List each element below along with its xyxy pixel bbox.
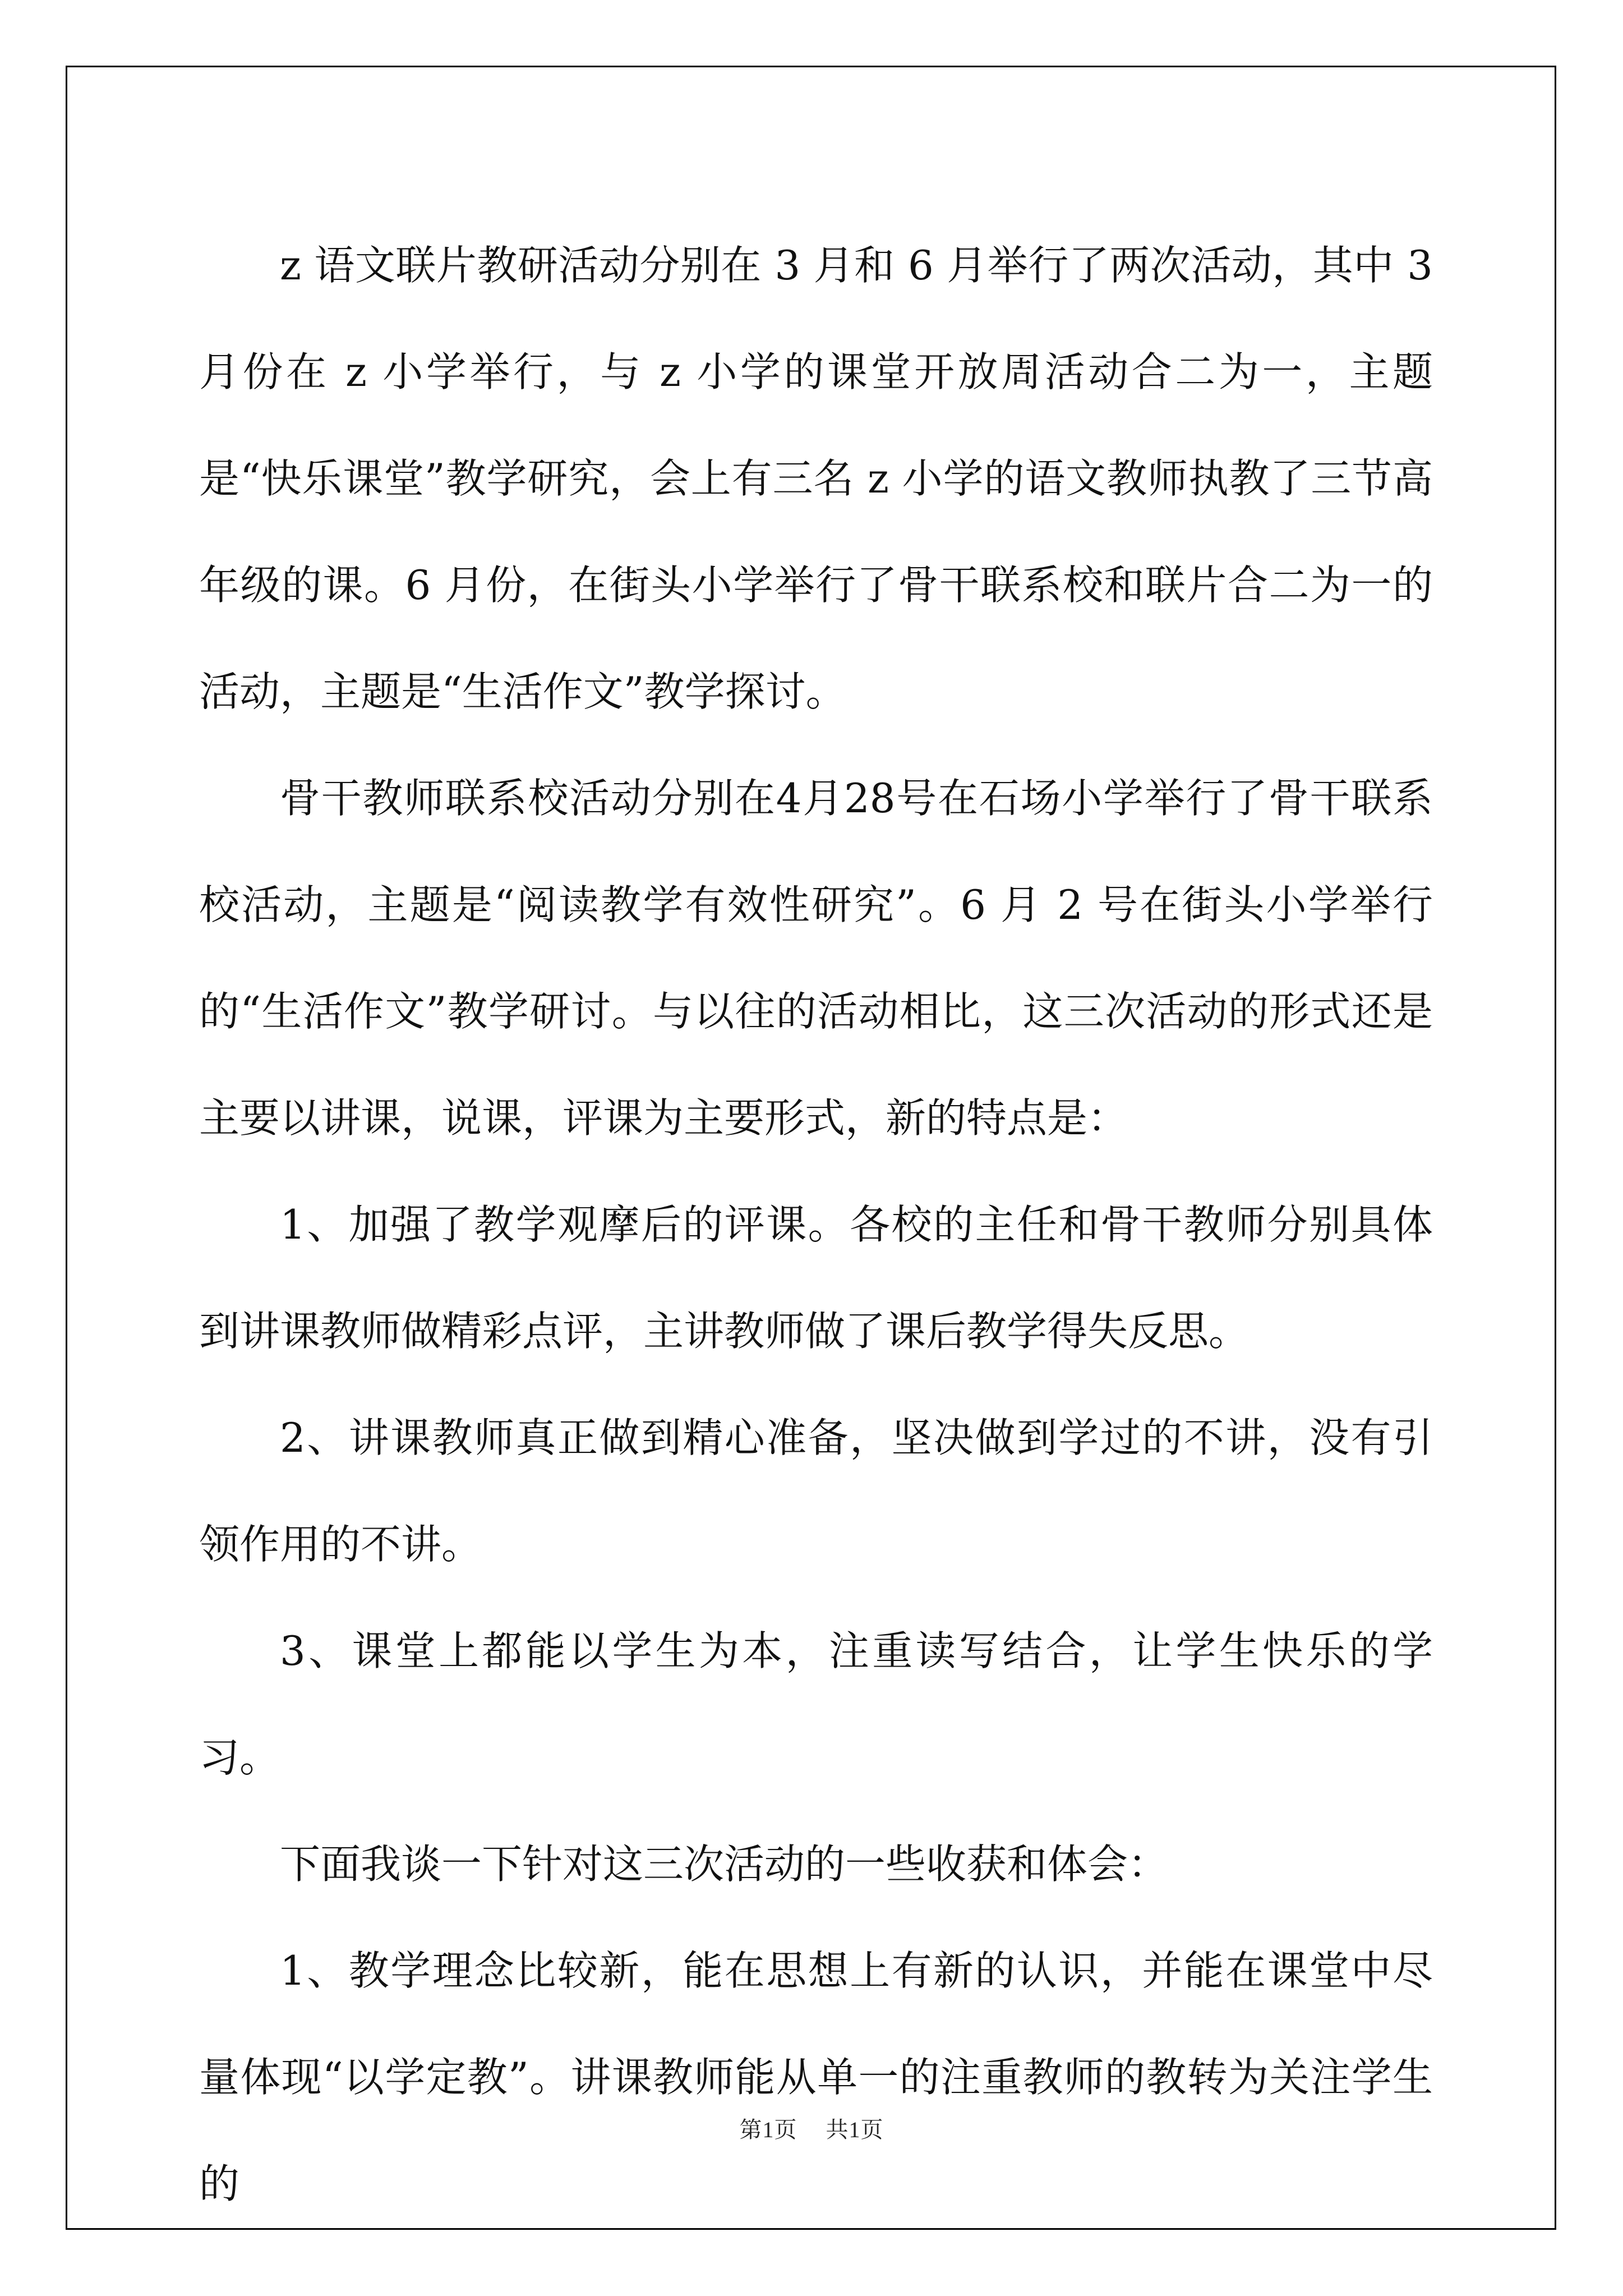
page-number: 第1页 <box>739 2117 797 2142</box>
page-footer <box>0 2116 1623 2144</box>
paragraph: z 语文联片教研活动分别在 3 月和 6 月举行了两次活动，其中 3 月份在 z 小学举行，与 z 小学的课堂开放周活动合二为一，主题是“快乐课堂”教学研究，会上有三名 z 小学的语文教师执教了三节高年级的课。6 月份，在街头小学举行了骨干联系校和联片合二为一的活动，主题是“生活作文”教学探讨。 <box>199 242 1433 715</box>
paragraph: 2、讲课教师真正做到精心准备，坚决做到学过的不讲，没有引领作用的不讲。 <box>199 1414 1433 1568</box>
paragraph: 1、加强了教学观摩后的评课。各校的主任和骨干教师分别具体到讲课教师做精彩点评，主讲教师做了课后教学得失反思。 <box>199 1201 1433 1355</box>
paragraph: 下面我谈一下针对这三次活动的一些收获和体会： <box>280 1841 1169 1888</box>
paragraph: 3、课堂上都能以学生为本，注重读写结合，让学生快乐的学习。 <box>199 1627 1433 1781</box>
paragraph: 1、教学理念比较新，能在思想上有新的认识，并能在课堂中尽量体现“以学定教”。讲课教师能从单一的注重教师的教转为关注学生的 <box>199 1947 1433 2207</box>
page-total: 共1页 <box>826 2117 884 2142</box>
paragraph: 骨干教师联系校活动分别在4月28号在石场小学举行了骨干联系校活动，主题是“阅读教学有效性研究”。6 月 2 号在街头小学举行的“生活作文”教学研讨。与以往的活动相比，这三次活动的形式还是主要以讲课，说课，评课为主要形式，新的特点是： <box>199 775 1433 1142</box>
document-body <box>199 212 1433 2237</box>
